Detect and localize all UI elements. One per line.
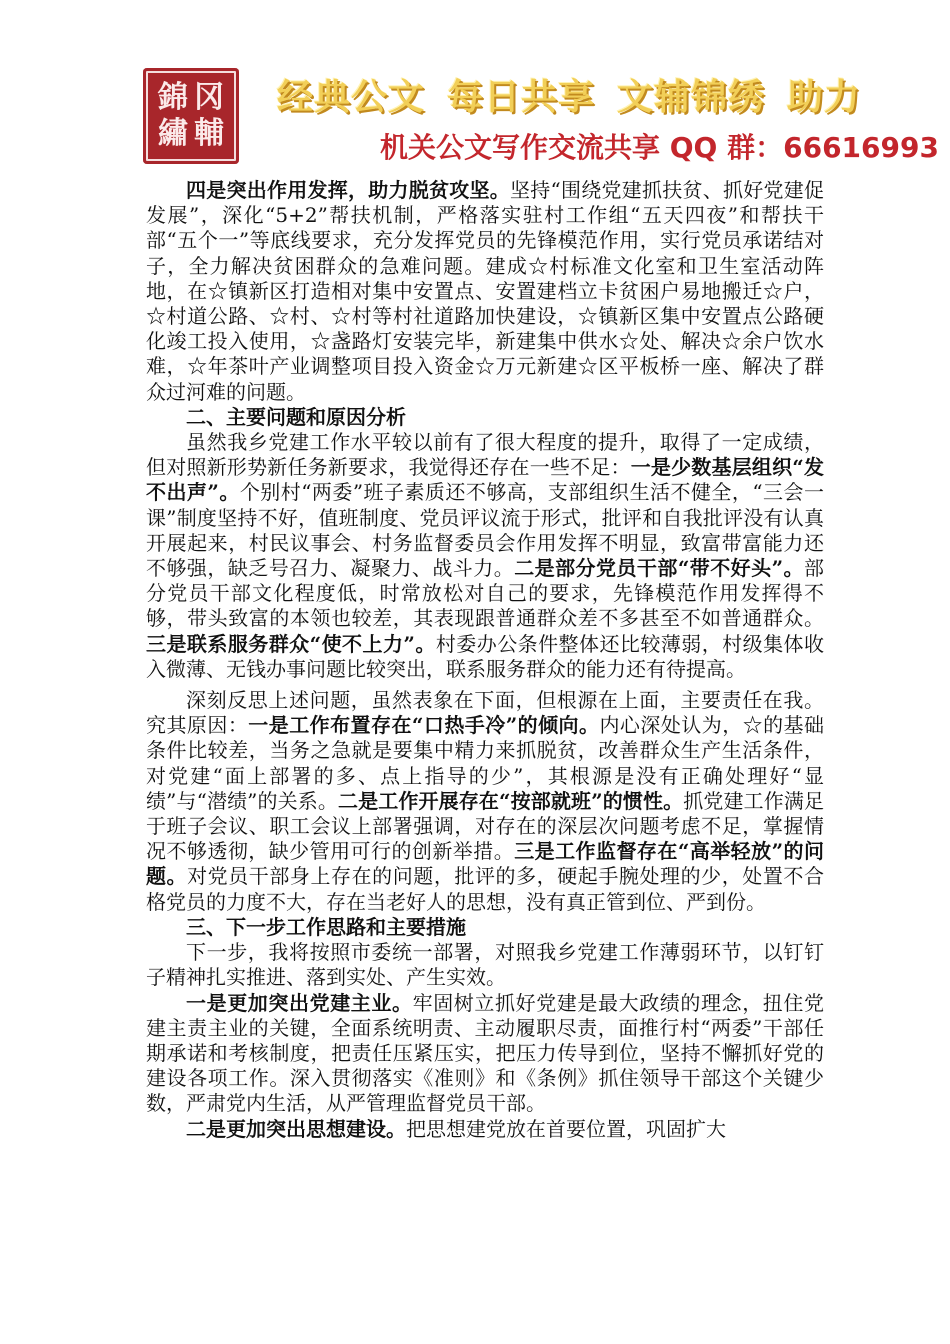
text-run: 虽然我乡党建工作水平较以前有了很大程度的提升，取得了一定成绩，但对照新形势新任务新要求，我觉得还存在一些不足： xyxy=(146,430,824,480)
seal-char: 輔 xyxy=(194,116,224,151)
paragraph xyxy=(146,178,824,405)
text-run: 对党员干部身上存在的问题，批评的多，硬起手腕处理的少，处置不合格党员的力度不大，存在当老好人的思想，没有真正管到位、严到份。 xyxy=(146,864,824,914)
bold-run: 三是工作监督存在“高举轻放”的问题。 xyxy=(146,839,825,889)
text-run: 村委办公条件整体还比较薄弱，村级集体收入微薄、无钱办事问题比较突出，联系服务群众的能力还有待提高。 xyxy=(146,631,825,681)
text-run: 牢固树立抓好党建是最大政绩的理念，扭住党建主责主业的关键，全面系统明责、主动履职尽责，面推行村“两委”干部任期承诺和考核制度，把责任压紧压实，把压力传导到位，坚持不懈抓好党的建设各项工作。深入贯彻落实《准则》和《条例》抓住领导干部这个关键少数，严肃党内生活，从严管理监督党员干部。 xyxy=(146,990,825,1116)
bold-run: 一是工作布置存在“口热手冷”的倾向。 xyxy=(248,713,600,738)
bold-run: 二是工作开展存在“按部就班”的惯性。 xyxy=(338,788,684,813)
bold-run: 四是突出作用发挥，助力脱贫攻坚。 xyxy=(186,178,511,202)
slogan-segment: 经典公文 xyxy=(277,77,426,118)
seal-char: 冈 xyxy=(194,80,224,115)
text-run: 下一步，我将按照市委统一部署，对照我乡党建工作薄弱环节，以钉钉子精神扎实推进、落到实处、产生实效。 xyxy=(146,940,824,990)
slogan-segment: 每日共享 xyxy=(447,77,596,118)
text-run: 个别村“两委”班子素质还不够高，支部组织生活不健全，“三会一课”制度坚持不好，值班制度、党员评议流于形式，批评和自我批评没有认真开展起来，村民议事会、村务监督委员会作用发挥不明显，致富带富能力还不够强，缺乏号召力、凝聚力、战斗力。 xyxy=(146,480,824,581)
text-run: 三、下一步工作思路和主要措施 xyxy=(186,914,466,939)
paragraph xyxy=(146,688,824,915)
text-run: 抓党建工作满足于班子会议、职工会议上部署强调，对存在的深层次问题考虑不足，掌握情况不够透彻，缺少管用可行的创新举措。 xyxy=(146,788,824,864)
bold-run: 一是少数基层组织“发不出声”。 xyxy=(146,455,824,505)
section-heading xyxy=(146,405,824,430)
slogan-segment: 助力 xyxy=(787,77,862,118)
bold-run: 三是联系服务群众“使不上力”。 xyxy=(146,631,436,656)
section-heading xyxy=(146,915,824,940)
slogan-segment: 文辅锦绣 xyxy=(617,77,766,118)
text-run: 内心深处认为，☆的基础条件比较差，当务之急就是要集中精力来抓脱贫，改善群众生产生活条件，对党建“面上部署的多、点上指导的少”，其根源是没有正确处理好“显绩”与“潜绩”的关系。 xyxy=(146,713,825,813)
paragraph xyxy=(146,991,824,1117)
seal-logo xyxy=(143,68,239,164)
bold-run: 二是更加突出思想建设。 xyxy=(186,1116,406,1141)
text-run: 部分党员干部文化程度低，时常放松对自己的要求，先锋模范作用发挥得不够，带头致富的本领也较差，其表现跟普通群众差不多甚至不如普通群众。 xyxy=(146,556,825,631)
paragraph xyxy=(146,940,824,990)
header-slogan xyxy=(277,74,883,122)
page-header xyxy=(0,0,950,175)
seal-char: 錦 xyxy=(158,80,188,115)
paragraph xyxy=(146,1117,824,1142)
text-run: 二、主要问题和原因分析 xyxy=(186,404,406,429)
document-body xyxy=(146,178,824,1142)
bold-run: 一是更加突出党建主业。 xyxy=(186,990,413,1015)
seal-characters xyxy=(155,80,227,152)
qq-group-line: 机关公文写作交流共享 QQ 群：66616993 xyxy=(380,131,939,164)
text-run: 把思想建党放在首要位置，巩固扩大 xyxy=(406,1116,726,1141)
text-run: 坚持“围绕党建抓扶贫、抓好党建促发展”，深化“5+2”帮扶机制，严格落实驻村工作组“五天四夜”和帮扶干部“五个一”等底线要求，充分发挥党员的先锋模范作用，实行党员承诺结对子，全力解决贫困群众的急难问题。建成☆村标准文化室和卫生室活动阵地，在☆镇新区打造相对集中安置点、安置建档立卡贫困户易地搬迁☆户，☆村道公路、☆村、☆村等村社道路加快建设，☆镇新区集中安置点公路硬化竣工投入使用，☆盏路灯安装完毕，新建集中供水☆处、解决☆余户饮水难，☆年茶叶产业调整项目投入资金☆万元新建☆区平板桥一座、解决了群众过河难的问题。 xyxy=(146,178,824,404)
paragraph xyxy=(146,430,824,682)
seal-char: 繡 xyxy=(158,116,188,151)
text-run: 深刻反思上述问题，虽然表象在下面，但根源在上面，主要责任在我。究其原因： xyxy=(146,688,824,738)
bold-run: 二是部分党员干部“带不好头”。 xyxy=(514,556,805,581)
